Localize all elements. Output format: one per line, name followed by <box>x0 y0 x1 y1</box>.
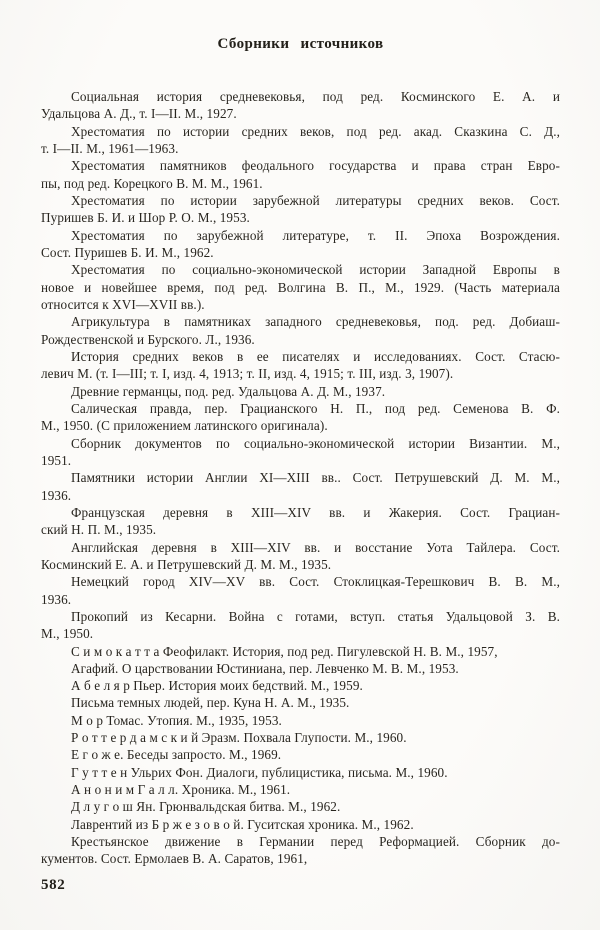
entry-line: Хрестоматия по зарубежной литературе, т. II. Эпоха Возрождения. <box>71 227 560 243</box>
entry-line: 1951. <box>41 452 72 468</box>
entry-line: Е г о ж е. Беседы запросто. М., 1969. <box>71 747 282 763</box>
entry-line: Р о т т е р д а м с к и й Эразм. Похвала Глупости. М., 1960. <box>71 730 407 746</box>
bibliography-entry <box>41 746 560 763</box>
bibliography-entry <box>41 729 560 746</box>
bibliography-entry <box>41 764 560 781</box>
entry-line: Лаврентий из Б р ж е з о в о й. Гуситская хроника. М., 1962. <box>71 816 414 832</box>
entry-line: С и м о к а т т а Феофилакт. История, под ред. Пигулевской Н. В. М., 1957, <box>71 643 498 659</box>
entry-line: Древние германцы, под. ред. Удальцова А. Д. М., 1937. <box>71 383 386 399</box>
page-number: 582 <box>41 876 66 893</box>
entry-line: т. I—II. М., 1961—1963. <box>41 140 179 156</box>
bibliography-entry <box>41 816 560 833</box>
entry-line: ский Н. П. М., 1935. <box>41 522 157 538</box>
entry-line: Удальцова А. Д., т. I—II. М., 1927. <box>41 106 237 122</box>
bibliography-entry <box>41 400 560 435</box>
entry-line: Хрестоматия по социально-экономической истории Западной Европы в <box>71 262 560 278</box>
entry-line: Сборник документов по социально-экономической истории Византии. М., <box>71 435 560 451</box>
entry-line: История средних веков в ее писателях и исследованиях. Сост. Стасю- <box>71 348 560 364</box>
bibliography-entry <box>41 348 560 383</box>
entry-line: Английская деревня в XIII—XIV вв. и восстание Уота Тайлера. Сост. <box>71 539 560 555</box>
bibliography-entry <box>41 712 560 729</box>
bibliography-entry <box>41 677 560 694</box>
entry-line: Французская деревня в XIII—XIV вв. и Жакерия. Сост. Грациан- <box>71 504 560 520</box>
entry-line: Хрестоматия по истории средних веков, под ред. акад. Сказкина С. Д., <box>71 123 560 139</box>
entry-line: Агрикультура в памятниках западного средневековья, под. ред. Добиаш- <box>71 314 560 330</box>
bibliography-entry <box>41 261 560 313</box>
entry-line: М., 1950. (С приложением латинского оригинала). <box>41 418 328 434</box>
bibliography-entry <box>41 539 560 574</box>
entry-line: Крестьянское движение в Германии перед Реформацией. Сборник до- <box>71 834 560 850</box>
entry-line: Д л у г о ш Ян. Грюнвальдская битва. М., 1962. <box>71 799 341 815</box>
entry-line: Прокопий из Кесарни. Война с готами, вступ. статья Удальцовой З. В. <box>71 608 560 624</box>
bibliography-entry <box>41 469 560 504</box>
bibliography-list <box>41 88 560 868</box>
entry-line: Салическая правда, пер. Грацианского Н. П., под ред. Семенова В. Ф. <box>71 400 560 416</box>
entry-line: Рождественской и Бурского. Л., 1936. <box>41 331 255 347</box>
entry-line: Хрестоматия по истории зарубежной литературы средних веков. Сост. <box>71 192 560 208</box>
bibliography-entry <box>41 573 560 608</box>
entry-line: Хрестоматия памятников феодального государства и права стран Евро- <box>71 158 560 174</box>
entry-line: Немецкий город XIV—XV вв. Сост. Стоклицкая-Терешкович В. В. М., <box>71 574 560 590</box>
entry-line: Памятники истории Англии XI—XIII вв.. Сост. Петрушевский Д. М. М., <box>71 470 560 486</box>
bibliography-entry <box>41 643 560 660</box>
entry-line: кументов. Сост. Ермолаев В. А. Саратов, 1961, <box>41 851 308 867</box>
bibliography-entry <box>41 833 560 868</box>
entry-line: 1936. <box>41 591 72 607</box>
bibliography-entry <box>41 781 560 798</box>
entry-line: А н о н и м Г а л л. Хроника. М., 1961. <box>71 782 291 798</box>
entry-line: Сост. Пуришев Б. И. М., 1962. <box>41 244 214 260</box>
entry-line: А б е л я р Пьер. История моих бедствий. М., 1959. <box>71 678 363 694</box>
entry-line: 1936. <box>41 487 72 503</box>
entry-line: Г у т т е н Ульрих Фон. Диалоги, публицистика, письма. М., 1960. <box>71 764 448 780</box>
bibliography-entry <box>41 88 560 123</box>
entry-line: Косминский Е. А. и Петрушевский Д. М. М., 1935. <box>41 556 332 572</box>
bibliography-entry <box>41 660 560 677</box>
bibliography-entry <box>41 313 560 348</box>
entry-line: пы, под ред. Корецкого В. М. М., 1961. <box>41 175 263 191</box>
bibliography-entry <box>41 383 560 400</box>
entry-line: М., 1950. <box>41 626 94 642</box>
bibliography-entry <box>41 608 560 643</box>
entry-line: левич М. (т. I—III; т. I, изд. 4, 1913; т. II, изд. 4, 1915; т. III, изд. 3, 1907). <box>41 366 454 382</box>
entry-line: Письма темных людей, пер. Куна Н. А. М., 1935. <box>71 695 350 711</box>
bibliography-entry <box>41 435 560 470</box>
entry-line: Социальная история средневековья, под ред. Косминского Е. А. и <box>71 89 560 104</box>
bibliography-entry <box>41 157 560 192</box>
entry-line: Агафий. О царствовании Юстиниана, пер. Левченко М. В. М., 1953. <box>71 660 459 676</box>
entry-line: Пуришев Б. И. и Шор Р. О. М., 1953. <box>41 210 250 226</box>
entry-line: М о р Томас. Утопия. М., 1935, 1953. <box>71 712 282 728</box>
bibliography-entry <box>41 192 560 227</box>
section-title: Сборники источников <box>217 36 384 52</box>
bibliography-entry <box>41 798 560 815</box>
entry-line: относится к XVI—XVII вв.). <box>41 296 205 312</box>
bibliography-entry <box>41 123 560 158</box>
entry-line: новое и новейшее время, под ред. Волгина В. П., М., 1929. (Часть материала <box>41 279 560 295</box>
bibliography-entry <box>41 504 560 539</box>
bibliography-entry <box>41 227 560 262</box>
bibliography-entry <box>41 694 560 711</box>
